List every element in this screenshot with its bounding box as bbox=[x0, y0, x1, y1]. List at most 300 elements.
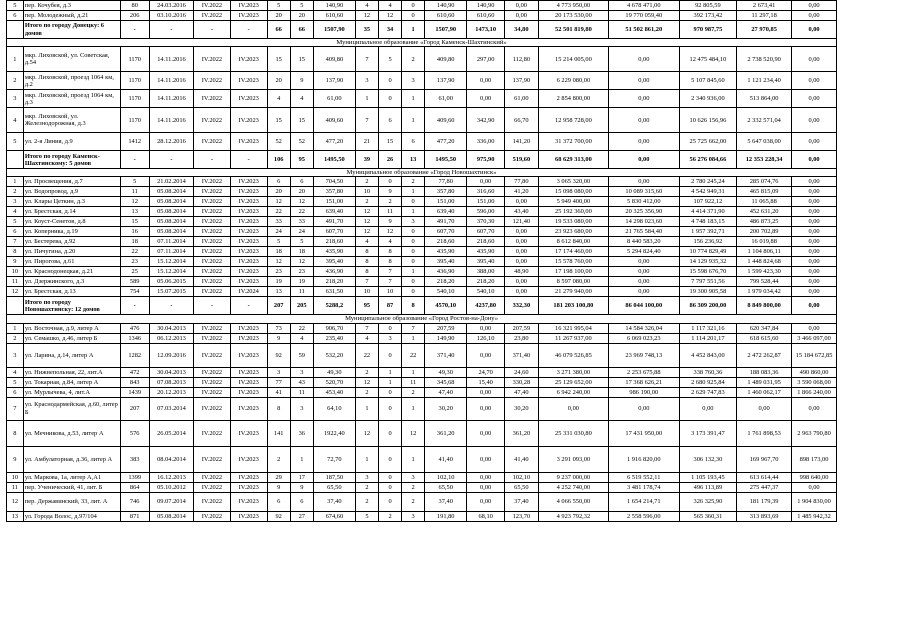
value-cell: - bbox=[194, 297, 231, 315]
value-cell: IV.2022 bbox=[194, 446, 231, 472]
value-cell: 15 bbox=[378, 133, 401, 151]
value-cell: 313 893,69 bbox=[737, 511, 792, 521]
value-cell: 07.08.2013 bbox=[149, 377, 193, 387]
value-cell: 151,00 bbox=[425, 197, 467, 207]
value-cell: 453,40 bbox=[313, 387, 355, 397]
value-cell: 20 bbox=[267, 11, 290, 21]
value-cell: 0,00 bbox=[791, 47, 836, 72]
value-cell: 95 bbox=[355, 297, 378, 315]
table-row bbox=[7, 277, 892, 287]
value-cell: 2 340 936,00 bbox=[679, 90, 737, 108]
value-cell: 2 680 925,84 bbox=[679, 377, 737, 387]
value-cell: 1 bbox=[402, 90, 425, 108]
value-cell: 1473,10 bbox=[467, 21, 505, 39]
value-cell: IV.2023 bbox=[230, 387, 267, 397]
value-cell: 3 bbox=[267, 367, 290, 377]
value-cell: IV.2022 bbox=[194, 197, 231, 207]
value-cell: 5 bbox=[290, 237, 313, 247]
value-cell: 0,00 bbox=[609, 133, 679, 151]
value-cell: 137,90 bbox=[313, 72, 355, 90]
value-cell: 6 bbox=[290, 492, 313, 511]
value-cell: 23 bbox=[267, 267, 290, 277]
value-cell: 0 bbox=[402, 11, 425, 21]
value-cell: 0,00 bbox=[467, 482, 505, 492]
value-cell: 2 bbox=[355, 482, 378, 492]
value-cell: 14.11.2016 bbox=[149, 72, 193, 90]
value-cell: IV.2022 bbox=[194, 287, 231, 297]
table-row bbox=[7, 237, 892, 247]
value-cell: 9 bbox=[378, 187, 401, 197]
value-cell: 476 bbox=[120, 323, 149, 333]
value-cell: IV.2022 bbox=[194, 108, 231, 133]
value-cell: 906,70 bbox=[313, 323, 355, 333]
value-cell: 16 321 995,04 bbox=[538, 323, 608, 333]
value-cell: 0 bbox=[378, 482, 401, 492]
value-cell: 2 bbox=[402, 47, 425, 72]
row-number-cell: 1 bbox=[7, 323, 24, 333]
value-cell: IV.2023 bbox=[230, 333, 267, 343]
section-header-row bbox=[7, 169, 892, 177]
value-cell: 20 bbox=[290, 187, 313, 197]
address-cell: мкр. Лиховской, ул. Железнодорожная, д.3 bbox=[23, 108, 120, 133]
value-cell: 610,60 bbox=[467, 11, 505, 21]
value-cell: 0,00 bbox=[791, 90, 836, 108]
value-cell: 613 614,44 bbox=[737, 472, 792, 482]
value-cell: 218,60 bbox=[425, 237, 467, 247]
value-cell: 16.12.2013 bbox=[149, 472, 193, 482]
value-cell: 0,00 bbox=[791, 151, 836, 169]
value-cell: 7 bbox=[355, 277, 378, 287]
value-cell: 30.04.2013 bbox=[149, 323, 193, 333]
value-cell: 1 bbox=[378, 367, 401, 377]
value-cell: - bbox=[120, 297, 149, 315]
value-cell: IV.2022 bbox=[194, 387, 231, 397]
value-cell: 30.04.2013 bbox=[149, 367, 193, 377]
value-cell: 12 bbox=[267, 197, 290, 207]
value-cell: 1 bbox=[402, 267, 425, 277]
value-cell: 5 bbox=[290, 1, 313, 11]
value-cell: 436,90 bbox=[313, 267, 355, 277]
value-cell: 7 797 551,56 bbox=[679, 277, 737, 287]
value-cell: 33 bbox=[290, 217, 313, 227]
value-cell: 2 bbox=[355, 177, 378, 187]
value-cell: 0 bbox=[378, 472, 401, 482]
value-cell: 24,70 bbox=[467, 367, 505, 377]
value-cell: 4 bbox=[378, 1, 401, 11]
value-cell: 0,00 bbox=[791, 237, 836, 247]
value-cell: 1495,50 bbox=[425, 151, 467, 169]
value-cell: 4 452 843,00 bbox=[679, 343, 737, 367]
value-cell: 12 bbox=[290, 197, 313, 207]
section-title: Муниципальное образование «Город Ростов-на-Дону» bbox=[7, 315, 837, 323]
value-cell: IV.2023 bbox=[230, 277, 267, 287]
value-cell: 15 bbox=[290, 47, 313, 72]
row-number-cell: 3 bbox=[7, 90, 24, 108]
value-cell: 9 bbox=[290, 72, 313, 90]
value-cell: 05.08.2014 bbox=[149, 511, 193, 521]
value-cell: 0,00 bbox=[791, 323, 836, 333]
value-cell: 0,00 bbox=[505, 1, 539, 11]
value-cell: 22 bbox=[290, 207, 313, 217]
value-cell: 235,40 bbox=[313, 333, 355, 343]
address-cell: ул. Города Волос, д.97/104 bbox=[23, 511, 120, 521]
value-cell: IV.2022 bbox=[194, 333, 231, 343]
value-cell: 149,90 bbox=[425, 333, 467, 343]
value-cell: 8 849 800,00 bbox=[737, 297, 792, 315]
value-cell: IV.2022 bbox=[194, 511, 231, 521]
value-cell: 4 923 792,32 bbox=[538, 511, 608, 521]
value-cell: 0,00 bbox=[791, 21, 836, 39]
value-cell: 1 bbox=[402, 21, 425, 39]
value-cell: 13 bbox=[267, 287, 290, 297]
value-cell: 14.11.2016 bbox=[149, 90, 193, 108]
value-cell: 3 590 068,00 bbox=[791, 377, 836, 387]
value-cell: 47,40 bbox=[425, 387, 467, 397]
address-cell: Итого по городу Каменск-Шахтинскому: 5 домов bbox=[23, 151, 120, 169]
value-cell: 6 229 080,00 bbox=[538, 72, 608, 90]
value-cell: 2 bbox=[355, 387, 378, 397]
value-cell: 2 854 800,00 bbox=[538, 90, 608, 108]
value-cell: 8 bbox=[267, 397, 290, 420]
value-cell: 5 294 824,40 bbox=[609, 247, 679, 257]
value-cell: IV.2023 bbox=[230, 397, 267, 420]
value-cell: 285 074,76 bbox=[737, 177, 792, 187]
value-cell: 0 bbox=[378, 420, 401, 446]
value-cell: 409,60 bbox=[425, 108, 467, 133]
value-cell: 1 bbox=[402, 333, 425, 343]
value-cell: 0,00 bbox=[791, 108, 836, 133]
value-cell: 0 bbox=[402, 197, 425, 207]
value-cell: 596,00 bbox=[467, 207, 505, 217]
value-cell: IV.2023 bbox=[230, 187, 267, 197]
section-header-row bbox=[7, 315, 892, 323]
value-cell: 409,80 bbox=[425, 47, 467, 72]
value-cell: 08.04.2014 bbox=[149, 446, 193, 472]
value-cell: 102,10 bbox=[425, 472, 467, 482]
value-cell: 140,90 bbox=[313, 1, 355, 11]
value-cell: 86 309 200,00 bbox=[679, 297, 737, 315]
value-cell: 0,00 bbox=[467, 446, 505, 472]
value-cell: 2 bbox=[355, 197, 378, 207]
value-cell: 92 bbox=[267, 511, 290, 521]
value-cell: 156 236,92 bbox=[679, 237, 737, 247]
value-cell: 23 bbox=[120, 257, 149, 267]
value-cell: 336,00 bbox=[467, 133, 505, 151]
value-cell: 6 069 023,23 bbox=[609, 333, 679, 343]
value-cell: 3 065 320,00 bbox=[538, 177, 608, 187]
value-cell: 1 979 034,42 bbox=[737, 287, 792, 297]
value-cell: 20 325 356,90 bbox=[609, 207, 679, 217]
value-cell: 357,80 bbox=[313, 187, 355, 197]
value-cell: 68 629 313,00 bbox=[538, 151, 608, 169]
value-cell: 0,00 bbox=[538, 397, 608, 420]
value-cell: 532,20 bbox=[313, 343, 355, 367]
value-cell: 0,00 bbox=[467, 177, 505, 187]
value-cell: 06.12.2013 bbox=[149, 333, 193, 343]
value-cell: 3 481 178,74 bbox=[609, 482, 679, 492]
value-cell: IV.2022 bbox=[194, 90, 231, 108]
value-cell: 799 528,44 bbox=[737, 277, 792, 287]
value-cell: 5 949 400,00 bbox=[538, 197, 608, 207]
value-cell: 6 bbox=[378, 108, 401, 133]
value-cell: 4 542 949,31 bbox=[679, 187, 737, 197]
value-cell: 0,00 bbox=[791, 267, 836, 277]
address-cell: ул. Краснодармейская, д.60, литер Б bbox=[23, 397, 120, 420]
value-cell: 218,20 bbox=[313, 277, 355, 287]
value-cell: 11 065,88 bbox=[737, 197, 792, 207]
value-cell: 15 bbox=[290, 108, 313, 133]
value-cell: 05.10.2012 bbox=[149, 482, 193, 492]
value-cell: 11 bbox=[290, 287, 313, 297]
section-title: Муниципальное образование «Город Новошахтинск» bbox=[7, 169, 837, 177]
value-cell: 13 bbox=[402, 151, 425, 169]
value-cell: 392 173,42 bbox=[679, 11, 737, 21]
value-cell: 80 bbox=[120, 1, 149, 11]
row-number-cell: 5 bbox=[7, 377, 24, 387]
resettlement-table bbox=[6, 0, 892, 522]
value-cell: 15.12.2014 bbox=[149, 267, 193, 277]
address-cell: ул. 2-я Линия, д.9 bbox=[23, 133, 120, 151]
value-cell: 326 325,90 bbox=[679, 492, 737, 511]
value-cell: 8 bbox=[355, 247, 378, 257]
value-cell: 1 bbox=[402, 446, 425, 472]
value-cell: 30,20 bbox=[505, 397, 539, 420]
value-cell: 68,10 bbox=[467, 511, 505, 521]
value-cell: 17 174 460,00 bbox=[538, 247, 608, 257]
value-cell: 15 184 672,85 bbox=[791, 343, 836, 367]
value-cell: 0,00 bbox=[609, 151, 679, 169]
value-cell: 23,80 bbox=[505, 333, 539, 343]
value-cell: 0,00 bbox=[791, 1, 836, 11]
value-cell: 10 bbox=[355, 187, 378, 197]
value-cell: 14 584 326,04 bbox=[609, 323, 679, 333]
table-row bbox=[7, 446, 892, 472]
value-cell: 15 578 760,00 bbox=[538, 257, 608, 267]
value-cell: 1282 bbox=[120, 343, 149, 367]
value-cell: 1922,40 bbox=[313, 420, 355, 446]
address-cell: ул. Мечникова, д.53, литер А bbox=[23, 420, 120, 446]
value-cell: 371,40 bbox=[505, 343, 539, 367]
value-cell: IV.2023 bbox=[230, 133, 267, 151]
address-cell: ул. Брестская, д.13 bbox=[23, 287, 120, 297]
value-cell: 0,00 bbox=[505, 237, 539, 247]
value-cell: 8 bbox=[355, 257, 378, 267]
value-cell: 141,20 bbox=[505, 133, 539, 151]
subtotal-row bbox=[7, 21, 892, 39]
row-number-cell: 11 bbox=[7, 277, 24, 287]
value-cell: 1 105 193,45 bbox=[679, 472, 737, 482]
value-cell: IV.2022 bbox=[194, 472, 231, 482]
value-cell: 4 414 371,90 bbox=[679, 207, 737, 217]
value-cell: 2 bbox=[402, 492, 425, 511]
value-cell: 2 629 747,83 bbox=[679, 387, 737, 397]
value-cell: 0,00 bbox=[467, 90, 505, 108]
value-cell: 0,00 bbox=[467, 472, 505, 482]
value-cell: 19 533 080,00 bbox=[538, 217, 608, 227]
value-cell: 3 bbox=[378, 333, 401, 343]
value-cell: 6 942 240,00 bbox=[538, 387, 608, 397]
table-row bbox=[7, 472, 892, 482]
value-cell: 1 117 321,16 bbox=[679, 323, 737, 333]
value-cell: 357,80 bbox=[425, 187, 467, 197]
value-cell: 5288,2 bbox=[313, 297, 355, 315]
value-cell: 5 107 845,60 bbox=[679, 72, 737, 90]
value-cell: 7 bbox=[355, 323, 378, 333]
address-cell: Итого по городу Новошахтинску: 12 домов bbox=[23, 297, 120, 315]
value-cell: 23 923 680,00 bbox=[538, 227, 608, 237]
value-cell: 6 bbox=[402, 133, 425, 151]
value-cell: 11 bbox=[402, 377, 425, 387]
value-cell: IV.2023 bbox=[230, 227, 267, 237]
value-cell: 137,90 bbox=[505, 72, 539, 90]
value-cell: 3 bbox=[290, 397, 313, 420]
value-cell: 0 bbox=[402, 277, 425, 287]
value-cell: 1 104 806,11 bbox=[737, 247, 792, 257]
value-cell: 0 bbox=[378, 343, 401, 367]
row-number-cell: 13 bbox=[7, 511, 24, 521]
value-cell: 151,00 bbox=[313, 197, 355, 207]
value-cell: 409,60 bbox=[313, 108, 355, 133]
value-cell: 20 bbox=[290, 11, 313, 21]
value-cell: IV.2023 bbox=[230, 482, 267, 492]
value-cell: 1 114 201,17 bbox=[679, 333, 737, 343]
value-cell: 22 bbox=[267, 207, 290, 217]
value-cell: 3 271 380,00 bbox=[538, 367, 608, 377]
value-cell: 12 bbox=[355, 377, 378, 387]
value-cell: 0,00 bbox=[791, 247, 836, 257]
value-cell: 14.11.2016 bbox=[149, 47, 193, 72]
value-cell: 639,40 bbox=[313, 207, 355, 217]
value-cell: 2 bbox=[355, 492, 378, 511]
value-cell: 43,40 bbox=[505, 207, 539, 217]
value-cell: 6 bbox=[267, 177, 290, 187]
value-cell: - bbox=[120, 151, 149, 169]
value-cell: 3 466 097,00 bbox=[791, 333, 836, 343]
value-cell: 22 bbox=[120, 247, 149, 257]
value-cell: 1 916 820,00 bbox=[609, 446, 679, 472]
value-cell: 61,00 bbox=[425, 90, 467, 108]
value-cell: 435,90 bbox=[425, 247, 467, 257]
value-cell: 12 bbox=[267, 257, 290, 267]
value-cell: 65,50 bbox=[425, 482, 467, 492]
value-cell: IV.2023 bbox=[230, 11, 267, 21]
row-number-cell: 6 bbox=[7, 11, 24, 21]
value-cell: IV.2023 bbox=[230, 367, 267, 377]
value-cell: 12 bbox=[355, 420, 378, 446]
value-cell: 465 815,09 bbox=[737, 187, 792, 197]
address-cell: ул. Нижнепольная, 22, лит.А bbox=[23, 367, 120, 377]
value-cell: 409,80 bbox=[313, 47, 355, 72]
address-cell: мкр. Лиховской, проезд 1064 км, д.2 bbox=[23, 72, 120, 90]
value-cell: 35 bbox=[355, 21, 378, 39]
value-cell: 3 bbox=[402, 472, 425, 482]
value-cell: IV.2022 bbox=[194, 217, 231, 227]
value-cell: 1 654 214,71 bbox=[609, 492, 679, 511]
value-cell: 41,40 bbox=[425, 446, 467, 472]
address-cell: ул. Клары Цеткин, д.3 bbox=[23, 197, 120, 207]
value-cell: 0,00 bbox=[791, 72, 836, 90]
value-cell: 0 bbox=[402, 257, 425, 267]
value-cell: 330,28 bbox=[505, 377, 539, 387]
value-cell: 0,00 bbox=[505, 11, 539, 21]
table-row bbox=[7, 257, 892, 267]
value-cell: 2 bbox=[378, 197, 401, 207]
value-cell: 207 bbox=[267, 297, 290, 315]
value-cell: 05.08.2014 bbox=[149, 197, 193, 207]
value-cell: 5 830 412,00 bbox=[609, 197, 679, 207]
value-cell: 181 203 100,80 bbox=[538, 297, 608, 315]
value-cell: 3 bbox=[402, 217, 425, 227]
value-cell: 11 267 937,00 bbox=[538, 333, 608, 343]
value-cell: 65,50 bbox=[313, 482, 355, 492]
value-cell: 639,40 bbox=[425, 207, 467, 217]
value-cell: 07.11.2014 bbox=[149, 237, 193, 247]
value-cell: 23 969 748,13 bbox=[609, 343, 679, 367]
value-cell: 0,00 bbox=[609, 287, 679, 297]
table-row bbox=[7, 108, 892, 133]
value-cell: 1 904 830,00 bbox=[791, 492, 836, 511]
table-row bbox=[7, 133, 892, 151]
value-cell: 332,30 bbox=[505, 297, 539, 315]
value-cell: 361,20 bbox=[505, 420, 539, 446]
value-cell: 4 bbox=[355, 237, 378, 247]
value-cell: 2 bbox=[378, 511, 401, 521]
value-cell: - bbox=[230, 151, 267, 169]
value-cell: 2 bbox=[402, 482, 425, 492]
value-cell: 1 485 942,32 bbox=[791, 511, 836, 521]
value-cell: IV.2023 bbox=[230, 446, 267, 472]
value-cell: - bbox=[194, 21, 231, 39]
value-cell: 30,20 bbox=[425, 397, 467, 420]
value-cell: 207,59 bbox=[425, 323, 467, 333]
value-cell: IV.2022 bbox=[194, 492, 231, 511]
value-cell: IV.2022 bbox=[194, 72, 231, 90]
value-cell: 486 873,25 bbox=[737, 217, 792, 227]
value-cell: 12 bbox=[355, 207, 378, 217]
value-cell: 1 bbox=[402, 367, 425, 377]
value-cell: 19 300 905,58 bbox=[679, 287, 737, 297]
table-row bbox=[7, 247, 892, 257]
value-cell: 0,00 bbox=[609, 47, 679, 72]
value-cell: 15 bbox=[120, 217, 149, 227]
value-cell: IV.2023 bbox=[230, 237, 267, 247]
value-cell: 52 501 819,80 bbox=[538, 21, 608, 39]
subtotal-row bbox=[7, 151, 892, 169]
value-cell: 1 bbox=[402, 397, 425, 420]
value-cell: 316,60 bbox=[467, 187, 505, 197]
value-cell: 0,00 bbox=[505, 257, 539, 267]
value-cell: 0,00 bbox=[791, 257, 836, 267]
row-number-cell: 3 bbox=[7, 343, 24, 367]
row-number-cell: 5 bbox=[7, 1, 24, 11]
value-cell: 126,10 bbox=[467, 333, 505, 343]
row-number-cell: 4 bbox=[7, 108, 24, 133]
value-cell: IV.2022 bbox=[194, 397, 231, 420]
value-cell: 4 bbox=[290, 90, 313, 108]
value-cell: 0,00 bbox=[609, 257, 679, 267]
table-row bbox=[7, 1, 892, 11]
value-cell: 151,00 bbox=[467, 197, 505, 207]
value-cell: 4 bbox=[267, 90, 290, 108]
value-cell: 395,40 bbox=[467, 257, 505, 267]
value-cell: 66,70 bbox=[505, 108, 539, 133]
value-cell: 12 bbox=[120, 197, 149, 207]
subtotal-row bbox=[7, 297, 892, 315]
address-cell: ул. Ларина, д.14, литер А bbox=[23, 343, 120, 367]
value-cell: IV.2022 bbox=[194, 247, 231, 257]
row-number-cell: 1 bbox=[7, 47, 24, 72]
value-cell: 52 bbox=[267, 133, 290, 151]
